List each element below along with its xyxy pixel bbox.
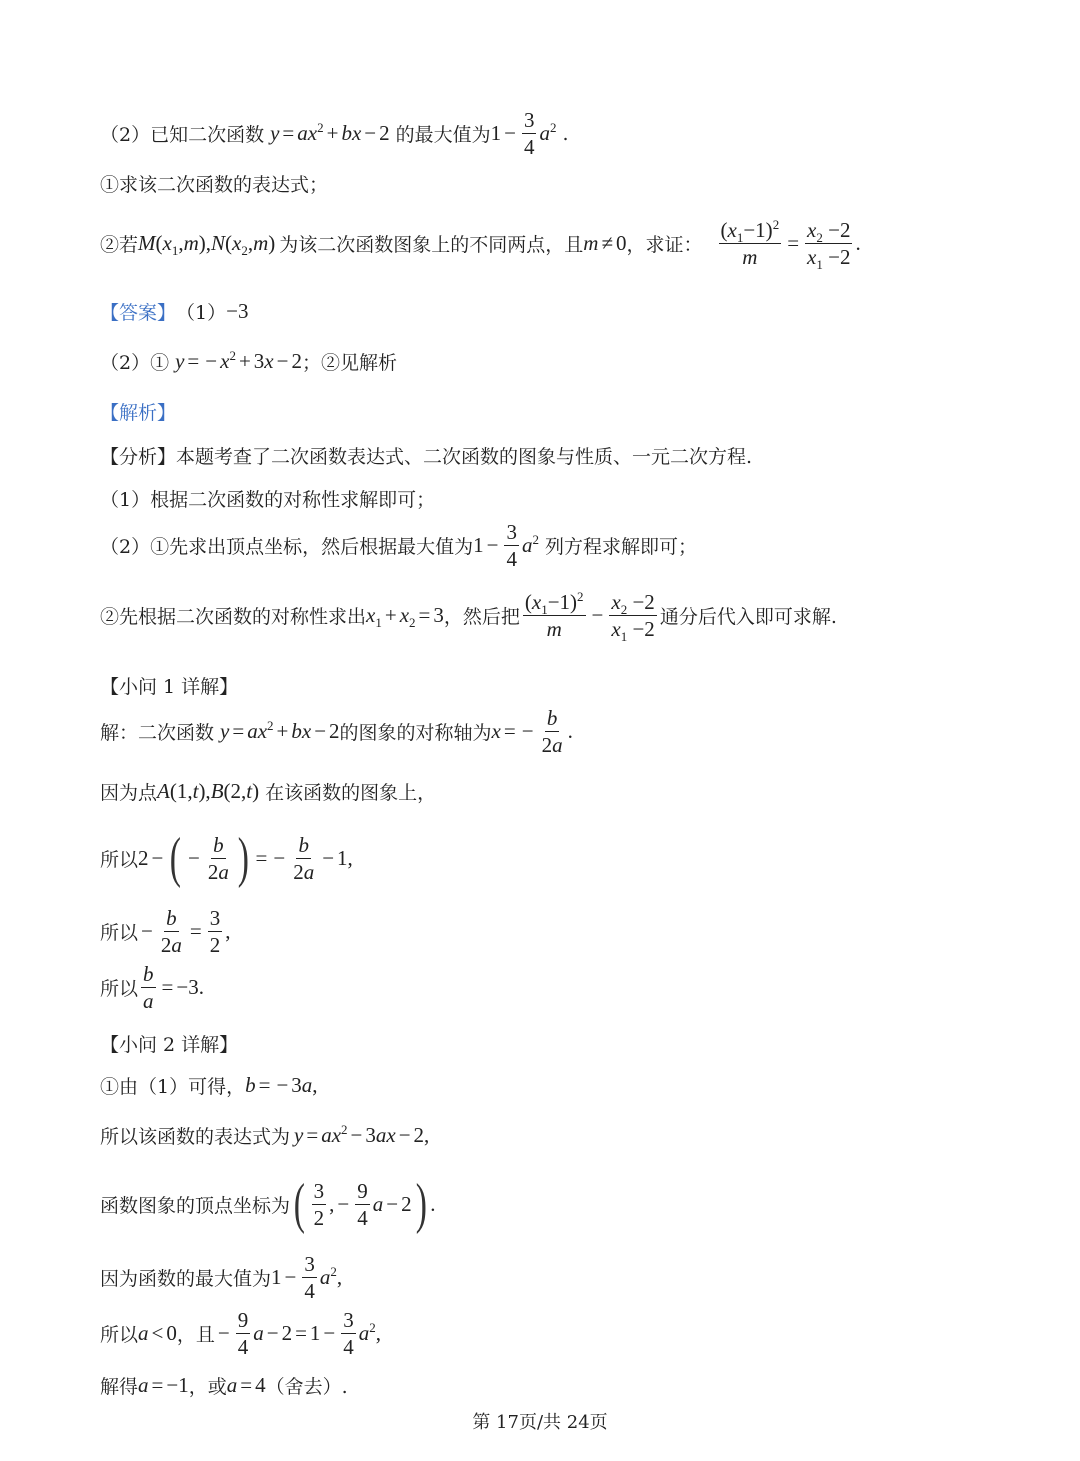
answer-line-1: 【答案】 （1） −3: [100, 299, 249, 324]
hint-3: ②先根据二次函数的对称性求出 $x_1$ + $x_2$ = 3 ，然后把 $\frac{(x_1-1)^2}{m}$ − $\frac{x_2 -2}{x_1 -2}$ 通分后代入即可求解.: [100, 589, 837, 645]
fraction: $\frac{3}{4}$: [304, 1252, 315, 1303]
solution-1: 解：二次函数 y = $ax^2$ + bx − 2 的图象的对称轴为 x = − $\frac{b}{2a}$ .: [100, 706, 573, 757]
fraction: $\frac{(x_1-1)^2}{m}$: [720, 217, 780, 269]
fraction: $\frac{b}{2a}$: [293, 832, 315, 884]
hint-2: （2）①先求出顶点坐标，然后根据最大值为 1 − $\frac{3}{4}$ $a^2$ 列方程求解即可；: [100, 520, 697, 571]
fraction: $\frac{b}{a}$: [143, 962, 154, 1013]
solution2-3: 函数图象的顶点坐标为 ( $\frac{3}{2}$ , − $\frac{9}{4}$ a − 2 ) .: [100, 1173, 436, 1235]
fraction: $\frac{3}{4}$: [343, 1308, 354, 1359]
fraction: $\frac{3}{4}$: [506, 520, 517, 571]
hint-1: （1）根据二次函数的对称性求解即可；: [100, 489, 436, 511]
fraction: $\frac{x_2 -2}{x_1 -2}$: [807, 218, 851, 273]
fraction: $\frac{(x_1-1)^2}{m}$: [524, 589, 584, 641]
solution2-5: 所以 a < 0 ，且 − $\frac{9}{4}$ a − 2 = 1 − $\frac{3}{4}$ $a^2$ ,: [100, 1308, 381, 1359]
solution2-4: 因为函数的最大值为 1 − $\frac{3}{4}$ $a^2$ ,: [100, 1252, 343, 1303]
fenxi-line: 【分析】 本题考查了二次函数表达式、二次函数的图象与性质、一元二次方程.: [100, 446, 753, 468]
solution2-6: 解得 a = −1 ，或 a = 4 （舍去）.: [100, 1373, 348, 1398]
fraction: $\frac{3}{2}$: [313, 1178, 325, 1230]
fraction: $\frac{b}{2a}$: [207, 832, 229, 884]
question-2-sub2: ②若 M ( $x_1$ , m ), N ( $x_2$ , m ) 为该二次函数图象上的不同两点，且 m ≠ 0 ，求证： $\frac{(x_1-1)^2}{m}$ = $\frac{x_2 -2}{x_1 -2}$ .: [100, 217, 861, 273]
question-2-intro: （2）已知二次函数 y = $ax^2$ + bx − 2 的最大值为 1 − $\frac{3}{4}$ $a^2$ .: [100, 108, 569, 159]
fraction: $\frac{9}{4}$: [357, 1178, 368, 1230]
question-2-sub1: ①求该二次函数的表达式；: [100, 174, 329, 196]
solution-3: 所以 2 − ( − $\frac{b}{2a}$ ) = − $\frac{b}{2a}$ − 1,: [100, 827, 353, 889]
solution-5: 所以 $\frac{b}{a}$ = −3.: [100, 962, 204, 1013]
fraction: $\frac{b}{2a}$: [160, 906, 182, 957]
solution2-1: ①由（1）可得， b = − 3 a ,: [100, 1073, 318, 1098]
answer-tag: 【答案】: [100, 302, 177, 324]
fraction: $\frac{3}{2}$: [209, 906, 221, 957]
detail-1-heading: 【小问 1 详解】: [100, 676, 239, 698]
fraction: $\frac{x_2 -2}{x_1 -2}$: [611, 590, 655, 645]
solution2-2: 所以该函数的表达式为 y = $ax^2$ − 3 ax − 2,: [100, 1122, 430, 1148]
solution-4: 所以 − $\frac{b}{2a}$ = $\frac{3}{2}$ ,: [100, 906, 231, 957]
page-footer: 第 17页/共 24页: [472, 1412, 608, 1433]
answer-line-2: （2）① y = − $x^2$ + 3 x − 2 ；②见解析: [100, 348, 397, 374]
detail-2-heading: 【小问 2 详解】: [100, 1034, 239, 1056]
q2-label: （2）已知二次函数: [100, 124, 265, 146]
fraction: $\frac{b}{2a}$: [541, 706, 563, 757]
solution-2: 因为点 A (1, t ), B (2, t ) 在该函数的图象上，: [100, 779, 437, 804]
fraction: $\frac{9}{4}$: [237, 1308, 249, 1359]
analysis-tag: 【解析】: [100, 402, 177, 424]
fraction: $\frac{3}{4}$: [523, 108, 535, 159]
